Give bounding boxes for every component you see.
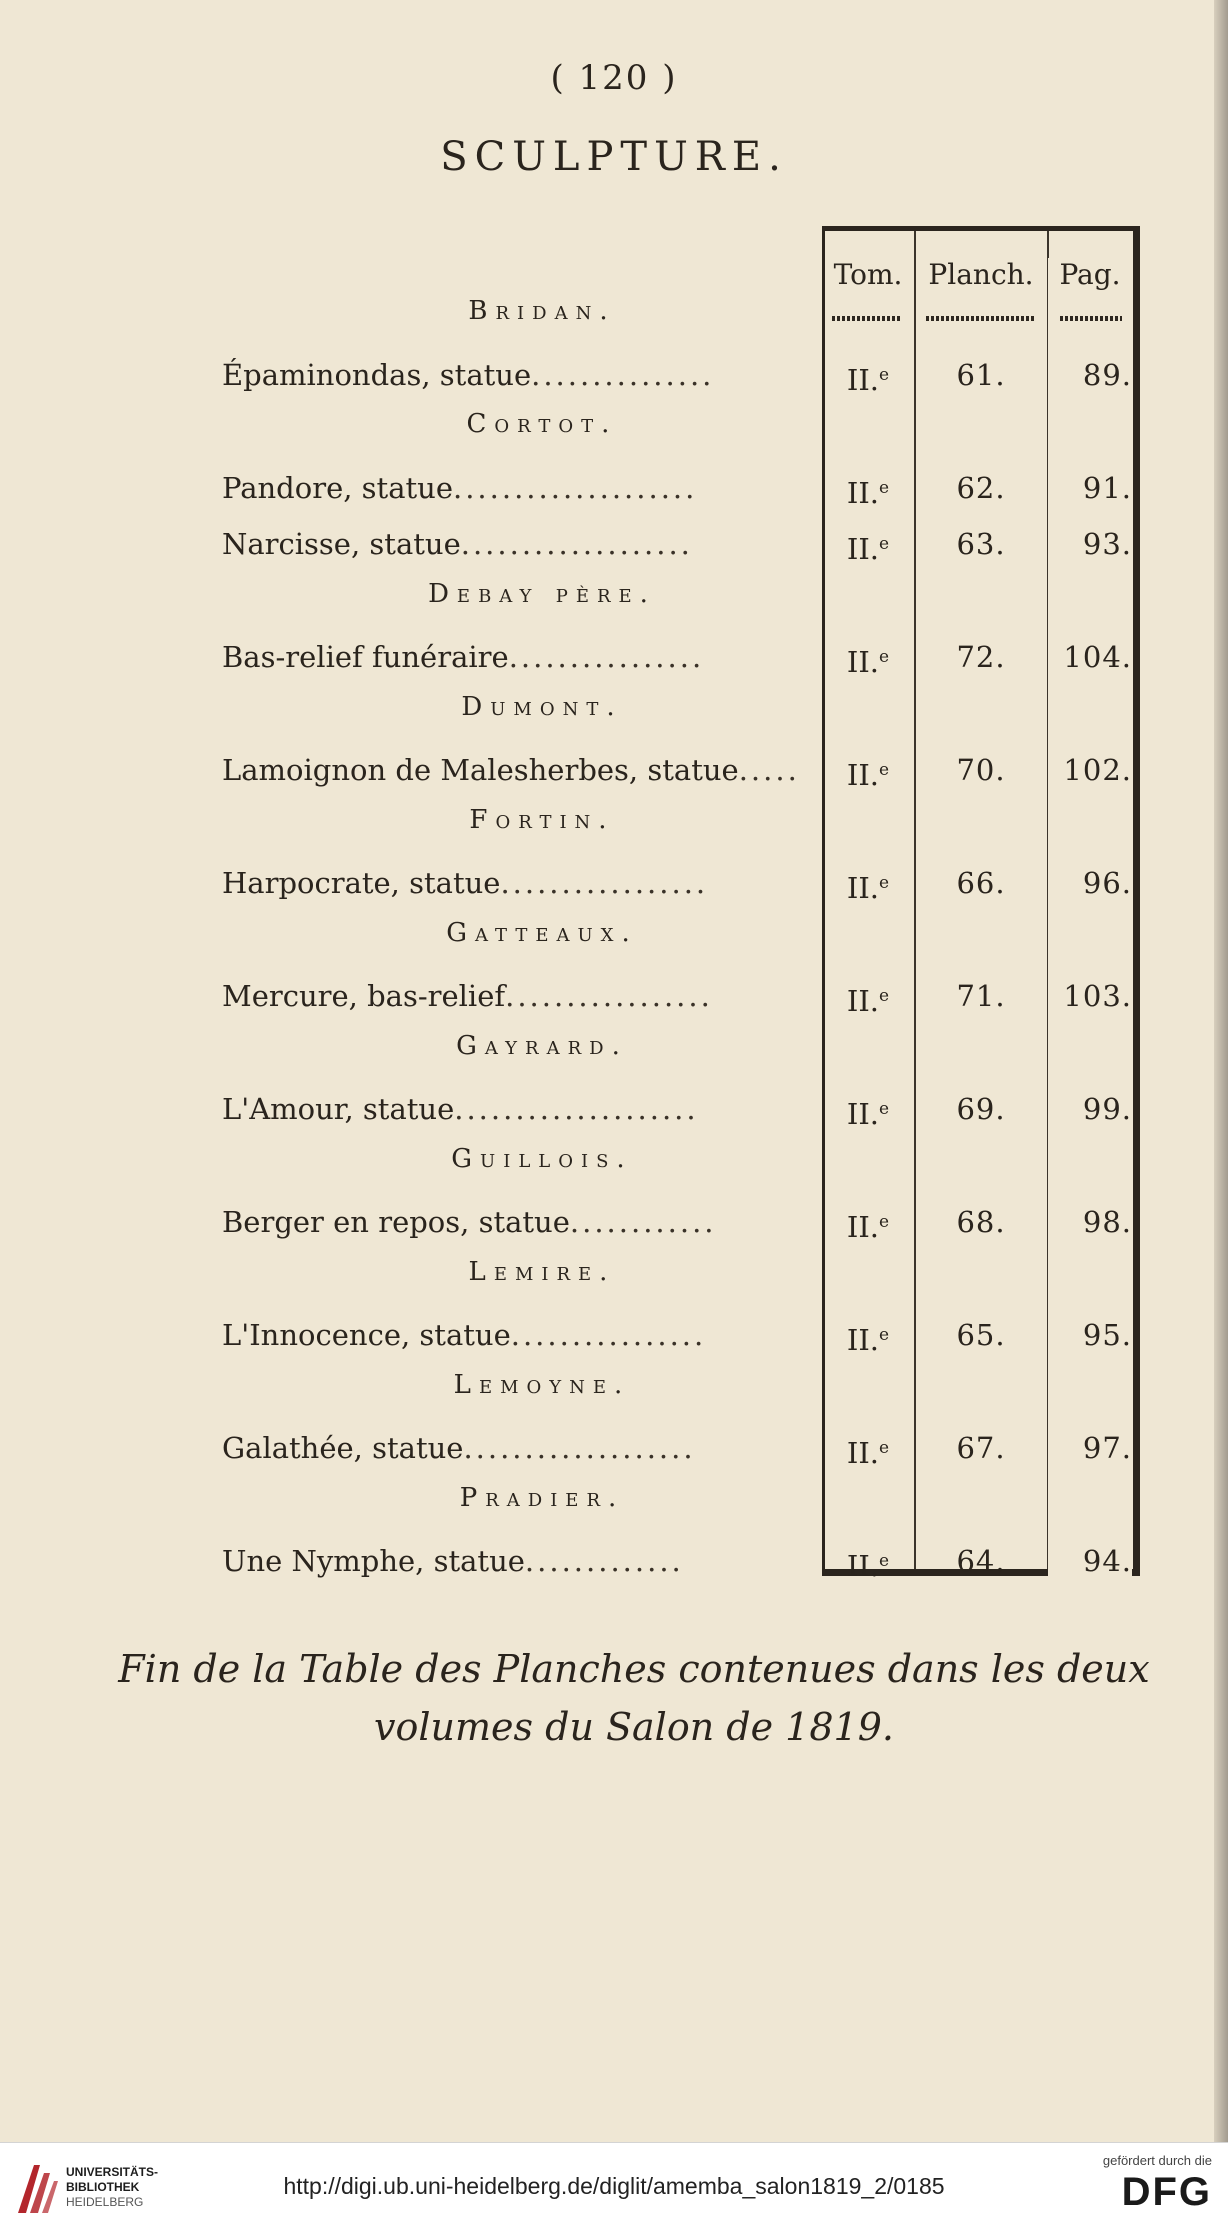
entry-title-text: Galathée, statue	[222, 1431, 464, 1465]
entry-tome-superscript: e	[879, 1438, 890, 1458]
entry-title-text: Bas-relief funéraire	[222, 640, 509, 674]
entry-tome	[822, 466, 914, 515]
entry-tome	[822, 1539, 914, 1588]
entry-tome	[822, 1426, 914, 1475]
entry-title	[222, 974, 818, 1018]
table-row	[222, 1539, 1140, 1583]
page-edge-shadow	[1214, 0, 1228, 2142]
artist-heading	[322, 1257, 762, 1287]
entry-plate-number: 70.	[956, 753, 1006, 787]
artist-heading	[322, 692, 762, 722]
leader-dots: ............	[569, 1205, 717, 1239]
viewer-footer	[0, 2142, 1228, 2233]
entry-tome-superscript: e	[879, 873, 890, 893]
artist-name: Gayrard.	[456, 1030, 628, 1061]
header-page: Pag.	[1048, 258, 1132, 2142]
entry-tome	[822, 1087, 914, 1136]
entry-plate-number: 69.	[956, 1092, 1006, 1126]
entry-title	[222, 748, 818, 792]
entry-tome-text: II.	[846, 1323, 880, 1357]
artist-name: Gatteaux.	[446, 917, 638, 948]
entry-page-number: 95.	[1082, 1318, 1132, 1352]
artist-heading	[322, 805, 762, 835]
artist-heading	[322, 1031, 762, 1061]
entry-tome-superscript: e	[879, 1551, 890, 1571]
header-rule	[1060, 316, 1122, 321]
entry-page-number: 99.	[1082, 1092, 1132, 1126]
page-number: ( 120 )	[550, 58, 678, 98]
entry-plate-number: 65.	[956, 1318, 1006, 1352]
table-row	[222, 1087, 1140, 1131]
permalink-url[interactable]: http://digi.ub.uni-heidelberg.de/diglit/amemba_salon1819_2/0185	[283, 2173, 945, 2199]
leader-dots: ....................	[454, 1092, 699, 1126]
leader-dots: ....................	[452, 470, 698, 505]
artist-name: Debay père.	[428, 578, 656, 609]
entry-tome-superscript: e	[879, 1099, 890, 1119]
entry-title	[222, 466, 818, 510]
entry-title-text: Pandore, statue	[222, 470, 453, 505]
entry-title	[222, 353, 818, 397]
entry-tome-text: II.	[846, 1210, 880, 1244]
artist-name: Bridan.	[468, 296, 616, 326]
entry-tome-superscript: e	[879, 477, 890, 498]
section-title: SCULPTURE.	[440, 134, 788, 180]
artist-heading	[322, 409, 762, 439]
entry-plate-number: 72.	[956, 640, 1006, 674]
table-row	[222, 974, 1140, 1018]
leader-dots: ...............	[531, 357, 715, 392]
library-name-line-2: BIBLIOTHEK	[66, 2180, 140, 2194]
entry-plate-number: 68.	[956, 1205, 1006, 1239]
entry-title	[222, 1313, 818, 1357]
artist-name: Lemoyne.	[453, 1369, 631, 1400]
funding-notice[interactable]	[1062, 2153, 1212, 2216]
entry-tome	[822, 1313, 914, 1362]
entry-tome-superscript: e	[879, 986, 890, 1006]
closing-note	[0, 1640, 1228, 1756]
leader-dots: ................	[510, 1318, 707, 1352]
library-name-line-1: UNIVERSITÄTS-	[66, 2165, 159, 2179]
entry-tome-text: II.	[846, 645, 880, 679]
leader-dots: ...................	[463, 1431, 696, 1465]
entry-tome-text: II.	[846, 984, 880, 1018]
entry-page-number: 103.	[1063, 979, 1132, 1013]
artist-heading	[322, 1370, 762, 1400]
table-row	[222, 1426, 1140, 1470]
entry-tome-text: II.	[846, 362, 880, 397]
entry-tome-text: II.	[846, 532, 880, 566]
entry-plate-number: 64.	[956, 1544, 1006, 1578]
entry-plate-number: 63.	[956, 527, 1006, 561]
table-row	[222, 861, 1140, 905]
entry-tome-superscript: e	[879, 364, 890, 385]
artist-name: Cortot.	[466, 409, 618, 439]
leader-dots: ...................	[460, 527, 693, 561]
leader-dots: .................	[505, 979, 713, 1013]
leader-dots: ................	[508, 640, 705, 674]
entry-title	[222, 1539, 818, 1583]
entry-tome	[822, 635, 914, 684]
entry-title-text: Harpocrate, statue	[222, 866, 501, 900]
entry-tome	[822, 861, 914, 910]
entry-tome	[822, 522, 914, 571]
entry-title	[222, 1426, 818, 1470]
table-row	[222, 748, 1140, 792]
leader-dots: .................	[500, 866, 709, 900]
artist-heading	[322, 1483, 762, 1513]
entry-page-number: 104.	[1063, 640, 1132, 674]
table-row	[222, 635, 1140, 679]
entry-title-text: L'Innocence, statue	[222, 1318, 511, 1352]
table-row	[222, 466, 1140, 510]
entry-title-text: Une Nymphe, statue	[222, 1544, 525, 1578]
entry-title	[222, 1200, 818, 1244]
entry-page-number: 94.	[1082, 1544, 1132, 1578]
entry-plate-number: 66.	[956, 866, 1006, 900]
entry-tome-text: II.	[846, 1097, 880, 1131]
entry-title-text: Lamoignon de Malesherbes, statue	[222, 753, 739, 787]
entry-title-text: L'Amour, statue	[222, 1092, 455, 1126]
table-row	[222, 1200, 1140, 1244]
artist-name: Guillois.	[451, 1143, 633, 1174]
entry-tome-text: II.	[846, 1549, 880, 1583]
table-row	[222, 353, 1140, 397]
header-tome: Tom.	[833, 258, 903, 291]
closing-line-2: volumes du Salon de 1819.	[374, 1705, 894, 1749]
artist-name: Pradier.	[459, 1482, 625, 1513]
entry-plate-number: 61.	[956, 357, 1006, 392]
entry-title	[222, 861, 818, 905]
header-rule	[832, 316, 902, 321]
artist-name: Fortin.	[469, 804, 615, 835]
entry-plate-number: 62.	[956, 470, 1006, 505]
entry-page-number: 96.	[1082, 866, 1132, 900]
header-planch: Planch.	[928, 258, 1034, 291]
leader-dots: .....	[738, 753, 800, 787]
library-name-line-3: HEIDELBERG	[66, 2195, 144, 2209]
entry-title-text: Mercure, bas-relief	[222, 979, 506, 1013]
table-row	[222, 1313, 1140, 1357]
entry-tome-text: II.	[846, 758, 880, 792]
funding-label: gefördert durch die	[1102, 2153, 1212, 2168]
entry-tome	[822, 1200, 914, 1249]
column-headers	[822, 240, 1140, 318]
entry-tome	[822, 353, 914, 402]
entry-page-number: 98.	[1082, 1205, 1132, 1239]
artist-name: Lemire.	[468, 1256, 616, 1287]
header-rule	[926, 316, 1034, 321]
entry-page-number: 102.	[1063, 753, 1132, 787]
closing-line-1: Fin de la Table des Planches contenues dans les deux	[118, 1647, 1150, 1691]
artist-heading	[322, 918, 762, 948]
entry-tome-text: II.	[846, 475, 880, 510]
leader-dots: .............	[524, 1544, 684, 1578]
entry-tome	[822, 748, 914, 797]
table-row	[222, 522, 1140, 566]
artist-name: Dumont.	[461, 691, 623, 722]
entry-page-number: 89.	[1082, 357, 1132, 392]
entry-page-number: 91.	[1082, 470, 1132, 505]
entry-page-number: 97.	[1082, 1431, 1132, 1465]
artist-heading	[322, 579, 762, 609]
entry-title-text: Épaminondas, statue	[222, 357, 532, 392]
entry-title	[222, 522, 818, 566]
entry-tome-superscript: e	[879, 1325, 890, 1345]
entry-tome-superscript: e	[879, 760, 890, 780]
entry-tome-text: II.	[846, 1436, 880, 1470]
entry-tome-superscript: e	[879, 647, 890, 667]
artist-heading	[322, 296, 762, 326]
entry-tome-superscript: e	[879, 1212, 890, 1232]
entry-plate-number: 67.	[956, 1431, 1006, 1465]
entry-tome-text: II.	[846, 871, 880, 905]
dfg-logo: DFG	[1121, 2170, 1212, 2214]
entry-title-text: Narcisse, statue	[222, 527, 461, 561]
entry-title	[222, 635, 818, 679]
entry-title	[222, 1087, 818, 1131]
entry-title-text: Berger en repos, statue	[222, 1205, 570, 1239]
entry-tome	[822, 974, 914, 1023]
artist-heading	[322, 1144, 762, 1174]
entry-plate-number: 71.	[956, 979, 1006, 1013]
entry-tome-superscript: e	[879, 534, 890, 554]
entry-page-number: 93.	[1082, 527, 1132, 561]
